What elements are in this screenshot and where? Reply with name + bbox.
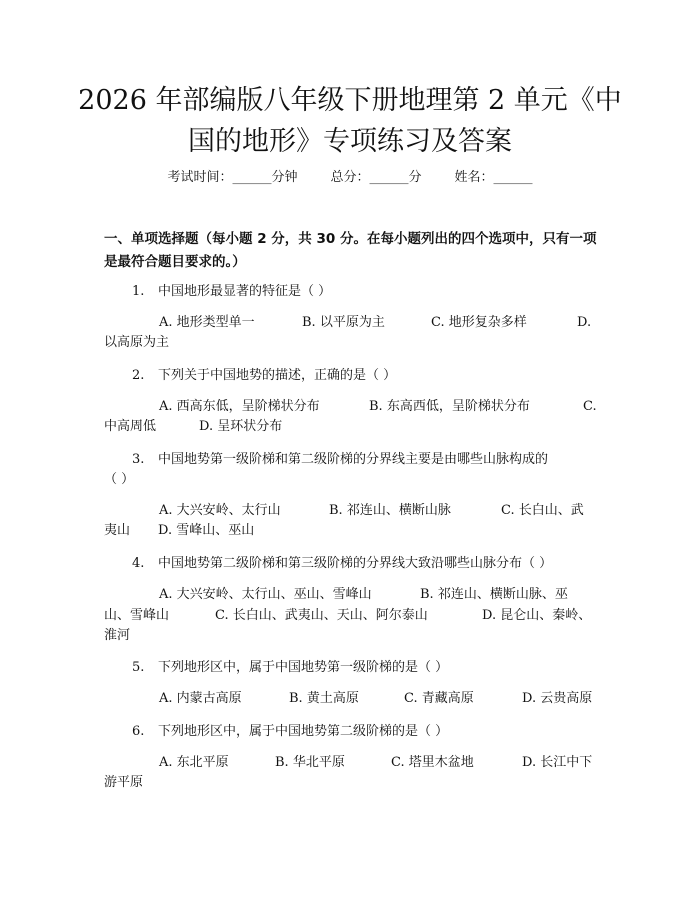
page-title-line-1: 2026 年部编版八年级下册地理第 2 单元《中 bbox=[78, 85, 622, 116]
section-heading-cont: 是最符合题目要求的。） bbox=[104, 254, 246, 270]
q6-option-d[interactable]: D. 长江中下 bbox=[522, 755, 593, 770]
q5-option-a[interactable]: A. 内蒙古高原 bbox=[159, 691, 242, 706]
section-heading: 一、单项选择题（每小题 2 分，共 30 分。在每小题列出的四个选项中，只有一项 bbox=[104, 231, 597, 247]
q2-option-b[interactable]: B. 东高西低，呈阶梯状分布 bbox=[369, 399, 530, 414]
question-number: 4. bbox=[132, 556, 145, 571]
q4-option-d[interactable]: D. 昆仑山、秦岭、 bbox=[482, 608, 592, 623]
q4-option-d-cont: 淮河 bbox=[104, 628, 131, 643]
q3-option-c[interactable]: C. 长白山、武 bbox=[501, 503, 584, 518]
q3-option-a[interactable]: A. 大兴安岭、太行山 bbox=[159, 503, 281, 518]
question-stem: 中国地势第一级阶梯和第二级阶梯的分界线主要是由哪些山脉构成的 bbox=[158, 452, 549, 467]
q4-option-b[interactable]: B. 祁连山、横断山脉、巫 bbox=[420, 587, 568, 602]
question-6 bbox=[132, 722, 448, 742]
q1-option-c[interactable]: C. 地形复杂多样 bbox=[431, 315, 527, 330]
question-4 bbox=[132, 554, 552, 574]
question-stem: 下列地形区中，属于中国地势第二级阶梯的是（ ） bbox=[158, 724, 449, 739]
q1-option-b[interactable]: B. 以平原为主 bbox=[302, 315, 385, 330]
q3-option-c-cont: 夷山 bbox=[104, 523, 131, 538]
q2-option-c[interactable]: C. bbox=[583, 399, 597, 414]
q2-option-a[interactable]: A. 西高东低，呈阶梯状分布 bbox=[159, 399, 320, 414]
q6-option-b[interactable]: B. 华北平原 bbox=[275, 755, 345, 770]
question-5 bbox=[132, 658, 448, 678]
question-3-stem-cont: （ ） bbox=[104, 472, 135, 487]
q3-option-b[interactable]: B. 祁连山、横断山脉 bbox=[329, 503, 451, 518]
question-stem: 中国地势第二级阶梯和第三级阶梯的分界线大致沿哪些山脉分布（ ） bbox=[158, 556, 553, 571]
q4-option-b-cont: 山、雪峰山 bbox=[104, 608, 170, 623]
q2-option-d[interactable]: D. 呈环状分布 bbox=[199, 419, 283, 434]
q4-option-a[interactable]: A. 大兴安岭、太行山、巫山、雪峰山 bbox=[159, 587, 372, 602]
q1-option-a[interactable]: A. 地形类型单一 bbox=[159, 315, 255, 330]
q1-option-d[interactable]: D. bbox=[577, 315, 592, 330]
question-3 bbox=[132, 450, 548, 470]
page-title-line-2: 国的地形》专项练习及答案 bbox=[188, 126, 512, 157]
question-number: 2. bbox=[132, 368, 145, 383]
q6-option-a[interactable]: A. 东北平原 bbox=[159, 755, 229, 770]
q5-option-d[interactable]: D. 云贵高原 bbox=[522, 691, 593, 706]
question-number: 6. bbox=[132, 724, 145, 739]
question-2 bbox=[132, 366, 396, 386]
q6-option-c[interactable]: C. 塔里木盆地 bbox=[391, 755, 474, 770]
q3-option-d[interactable]: D. 雪峰山、巫山 bbox=[158, 523, 255, 538]
q6-option-d-cont: 游平原 bbox=[104, 775, 144, 790]
q5-option-b[interactable]: B. 黄土高原 bbox=[289, 691, 359, 706]
question-1 bbox=[132, 282, 331, 302]
question-number: 3. bbox=[132, 452, 145, 467]
q5-option-c[interactable]: C. 青藏高原 bbox=[404, 691, 474, 706]
question-stem: 下列关于中国地势的描述，正确的是（ ） bbox=[158, 368, 397, 383]
q2-option-c-cont: 中高周低 bbox=[104, 419, 157, 434]
q1-option-d-cont: 以高原为主 bbox=[104, 335, 170, 350]
q4-option-c[interactable]: C. 长白山、武夷山、天山、阿尔泰山 bbox=[215, 608, 428, 623]
exam-info: 考试时间：______分钟 总分：______分 姓名：______ bbox=[167, 170, 533, 185]
question-stem: 中国地形最显著的特征是（ ） bbox=[158, 284, 332, 299]
question-number: 5. bbox=[132, 660, 145, 675]
question-stem: 下列地形区中，属于中国地势第一级阶梯的是（ ） bbox=[158, 660, 449, 675]
question-number: 1. bbox=[132, 284, 145, 299]
